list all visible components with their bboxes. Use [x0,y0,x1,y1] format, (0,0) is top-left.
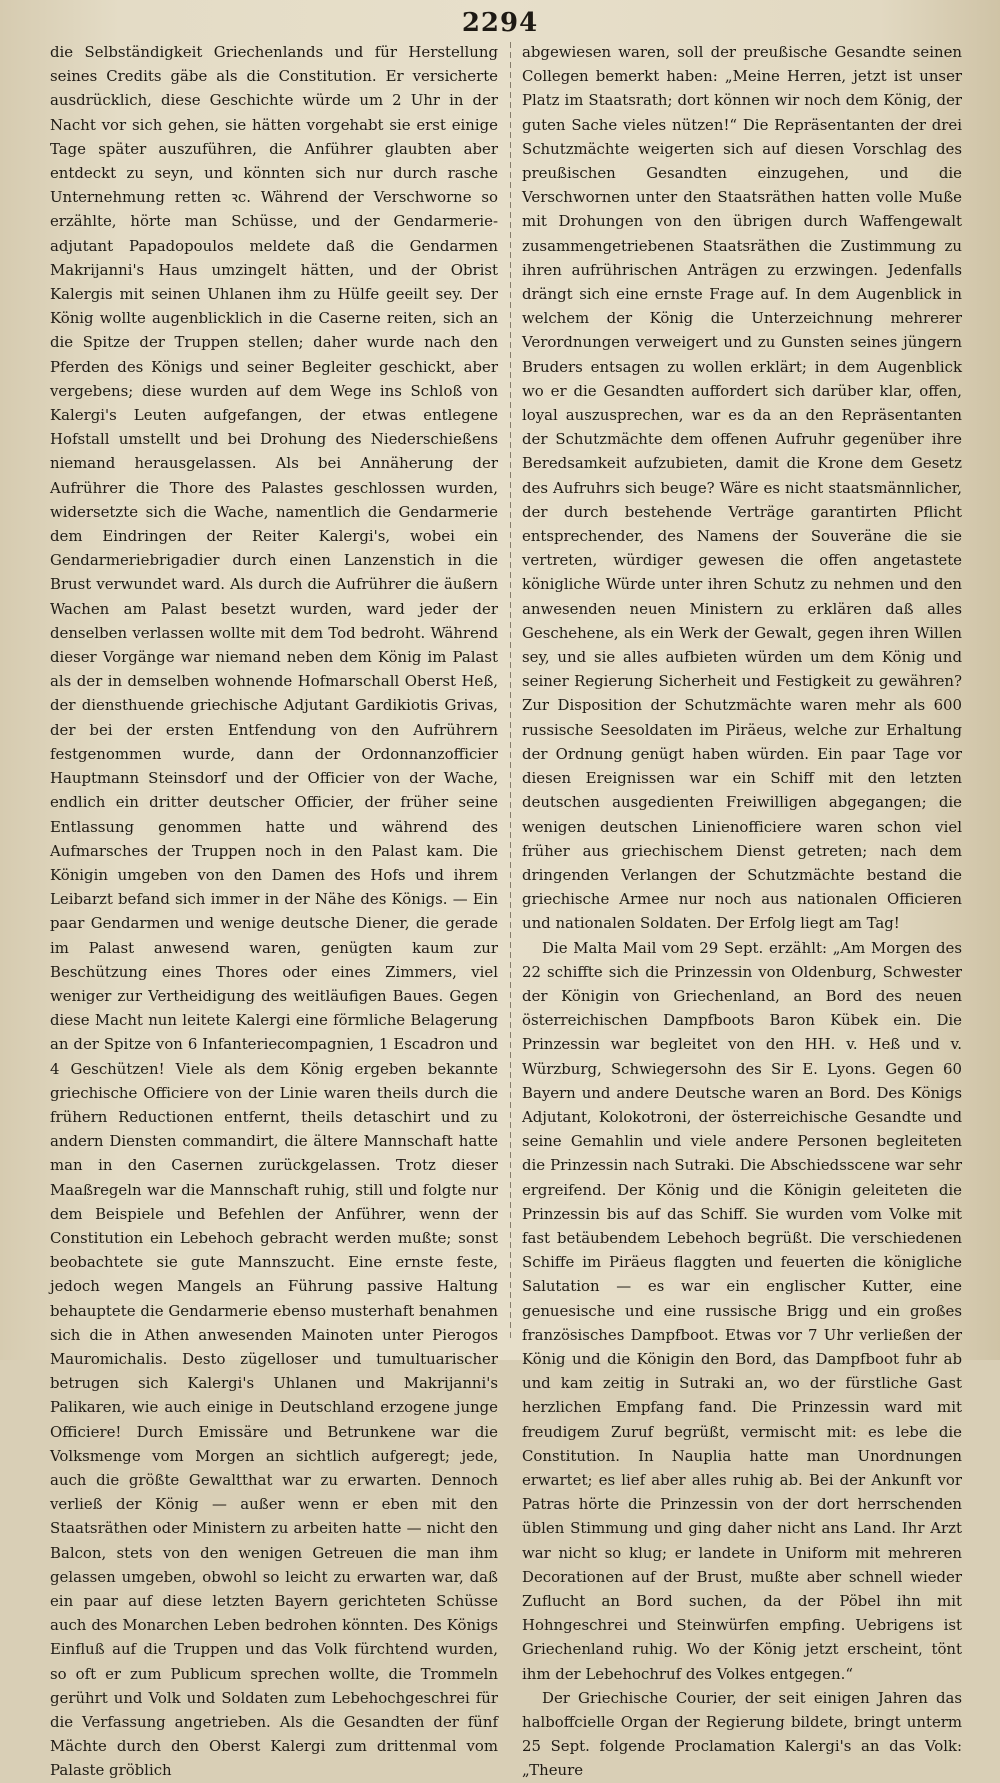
paragraph: abgewiesen waren, soll der preußische Gesandte seinen Collegen bemerkt haben: „Meine Herren, jetzt ist unser Platz im Staatsrath; dort können wir noch dem König, der guten Sache vieles nützen!“ Die Repräsentanten der drei Schutzmächte weigerten sich auf diesen Vorschlag des preußischen Gesandten einzugehen, und die Verschwornen unter den Staatsräthen hatten volle Muße mit Drohungen von den übrigen durch Waffengewalt zusammengetriebenen Staatsräthen die Zustimmung zu ihren aufrührischen Anträgen zu erzwingen. Jedenfalls drängt sich eine ernste Frage auf. In dem Augenblick in welchem der König die Unterzeichnung mehrerer Verordnungen verweigert und zu Gunsten seines jüngern Bruders entsagen zu wollen erklärt; in dem Augenblick wo er die Gesandten auffordert sich darüber klar, offen, loyal auszusprechen, war es da an den Repräsentanten der Schutzmächte dem offenen Aufruhr gegenüber ihre Beredsamkeit aufzubieten, damit die Krone dem Gesetz des Aufruhrs sich beuge? Wäre es nicht staatsmännlicher, der durch bestehende Verträge garantirten Pflicht entsprechender, des Namens der Souveräne die sie vertreten, würdiger gewesen die offen angetastete königliche Würde unter ihren Schutz zu nehmen und den anwesenden neuen Ministern zu erklären daß alles Geschehene, als ein Werk der Gewalt, gegen ihren Willen sey, und sie alles aufbieten würden um dem König und seiner Regierung Sicherheit und Festigkeit zu gewähren? Zur Disposition der Schutzmächte waren mehr als 600 russische Seesoldaten im Piräeus, welche zur Erhaltung der Ordnung genügt haben würden. Ein paar Tage vor diesen Ereignissen war ein Schiff mit den letzten deutschen ausgedienten Freiwilligen abgegangen; die wenigen deutschen Linienofficiere waren schon viel früher aus griechischem Dienst getreten; nach dem dringenden Verlangen der Schutzmächte bestand die griechische Armee nur noch aus nationalen Officieren und nationalen Soldaten. Der Erfolg liegt am Tag! [522,43,962,933]
paragraph: Die Malta Mail vom 29 Sept. erzählt: „Am Morgen des 22 schiffte sich die Prinzessin von Oldenburg, Schwester der Königin von Griechenland, an Bord des neuen österreichischen Dampfboots Baron Kübek ein. Die Prinzessin war begleitet von den HH. v. Heß und v. Würzburg, Schwiegersohn des Sir E. Lyons. Gegen 60 Bayern und andere Deutsche waren an Bord. Des Königs Adjutant, Kolokotroni, der österreichische Gesandte und seine Gemahlin und viele andere Personen begleiteten die Prinzessin nach Sutraki. Die Abschiedsscene war sehr ergreifend. Der König und die Königin geleiteten die Prinzessin bis auf das Schiff. Sie wurden vom Volke mit fast betäubendem Lebehoch begrüßt. Die verschiedenen Schiffe im Piräeus flaggten und feuerten die königliche Salutation — es war ein englischer Kutter, eine genuesische und eine russische Brigg und ein großes französisches Dampfboot. Etwas vor 7 Uhr verließen der König und die Königin den Bord, das Dampfboot fuhr ab und kam zeitig in Sutraki an, wo der fürstliche Gast herzlichen Empfang fand. Die Prinzessin ward mit freudigem Zuruf begrüßt, vermischt mit: es lebe die Constitution. In Nauplia hatte man Unordnungen erwartet; es lief aber alles ruhig ab. Bei der Ankunft vor Patras hörte die Prinzessin von der dort herrschenden üblen Stimmung und ging daher nicht ans Land. Ihr Arzt war nicht so klug; er landete in Uniform mit mehreren Decorationen auf der Brust, mußte aber schnell wieder Zuflucht an Bord suchen, da der Pöbel ihn mit Hohngeschrei und Steinwürfen empfing. Uebrigens ist Griechenland ruhig. Wo der König jetzt erscheint, tönt ihm der Lebehochruf des Volkes entgegen.“ [522,938,962,1683]
right-column [522,40,962,1780]
left-column [50,40,498,1780]
page-number: 2294 [461,8,539,38]
paragraph: Der Griechische Courier, der seit einigen Jahren das halboffcielle Organ der Regierung bildete, bringt unterm 25 Sept. folgende Proclamation Kalergi's an das Volk: „Theure [522,1688,962,1780]
column-divider [510,42,511,1342]
paragraph: die Selbständigkeit Griechenlands und für Herstellung seines Credits gäbe als die Constitution. Er versicherte ausdrücklich, diese Geschichte würde um 2 Uhr in der Nacht vor sich gehen, sie hätten vorgehabt sie erst einige Tage später auszuführen, die Anführer glaubten aber entdeckt zu seyn, und könnten sich nur durch rasche Unternehmung retten ꝛc. Während der Verschworne so erzählte, hörte man Schüsse, und der Gendarmerie-adjutant Papadopoulos meldete daß die Gendarmen Makrijanni's Haus umzingelt hätten, und der Obrist Kalergis mit seinen Uhlanen ihm zu Hülfe geeilt sey. Der König wollte augenblicklich in die Caserne reiten, sich an die Spitze der Truppen stellen; daher wurde nach den Pferden des Königs und seiner Begleiter geschickt, aber vergebens; diese wurden auf dem Wege ins Schloß von Kalergi's Leuten aufgefangen, der etwas entlegene Hofstall umstellt und bei Drohung des Niederschießens niemand herausgelassen. Als bei Annäherung der Aufrührer die Thore des Palastes geschlossen wurden, widersetzte sich die Wache, namentlich die Gendarmerie dem Eindringen der Reiter Kalergi's, wobei ein Gendarmeriebrigadier durch einen Lanzenstich in die Brust verwundet ward. Als durch die Aufrührer die äußern Wachen am Palast besetzt wurden, ward jeder der denselben verlassen wollte mit dem Tod bedroht. Während dieser Vorgänge war niemand neben dem König im Palast als der in demselben wohnende Hofmarschall Oberst Heß, der diensthuende griechische Adjutant Gardikiotis Grivas, der bei der ersten Entfendung von den Aufrührern festgenommen wurde, dann der Ordonnanzofficier Hauptmann Steinsdorf und der Officier von der Wache, endlich ein dritter deutscher Officier, der früher seine Entlassung genommen hatte und während des Aufmarsches der Truppen noch in den Palast kam. Die Königin umgeben von den Damen des Hofs und ihrem Leibarzt befand sich immer in der Nähe des Königs. — Ein paar Gendarmen und wenige deutsche Diener, die gerade im Palast anwesend waren, genügten kaum zur Beschützung eines Thores oder eines Zimmers, viel weniger zur Vertheidigung des weitläufigen Baues. Gegen diese Macht nun leitete Kalergi eine förmliche Belagerung an der Spitze von 6 Infanteriecompagnien, 1 Escadron und 4 Geschützen! Viele als dem König ergeben bekannte griechische Officiere von der Linie waren theils durch die frühern Reductionen entfernt, theils detaschirt und zu andern Diensten commandirt, die ältere Mannschaft hatte man in den Casernen zurückgelassen. Trotz dieser Maaßregeln war die Mannschaft ruhig, still und folgte nur dem Beispiele und Befehlen der Anführer, wenn der Constitution ein Lebehoch gebracht werden mußte; sonst beobachtete sie gute Mannszucht. Eine ernste feste, jedoch wegen Mangels an Führung passive Haltung behauptete die Gendarmerie ebenso musterhaft benahmen sich die in Athen anwesenden Mainoten unter Pierogos Mauromichalis. Desto zügelloser und tumultuarischer betrugen sich Kalergi's Uhlanen und Makrijanni's Palikaren, wie auch einige in Deutschland erzogene junge Officiere! Durch Emissäre und Betrunkene war die Volksmenge vom Morgen an sichtlich aufgeregt; jede, auch die größte Gewaltthat war zu erwarten. Dennoch verließ der König — außer wenn er eben mit den Staatsräthen oder Ministern zu arbeiten hatte — nicht den Balcon, stets von den wenigen Getreuen die man ihm gelassen umgeben, obwohl so leicht zu erwarten war, daß ein paar auf diese letzten Bayern gerichteten Schüsse auch des Monarchen Leben bedrohen könnten. Des Königs Einfluß auf die Truppen und das Volk fürchtend wurden, so oft er zum Publicum sprechen wollte, die Trommeln gerührt und Volk und Soldaten zum Lebehochgeschrei für die Verfassung angetrieben. Als die Gesandten der fünf Mächte durch den Oberst Kalergi zum drittenmal vom Palaste gröblich [50,43,498,1780]
